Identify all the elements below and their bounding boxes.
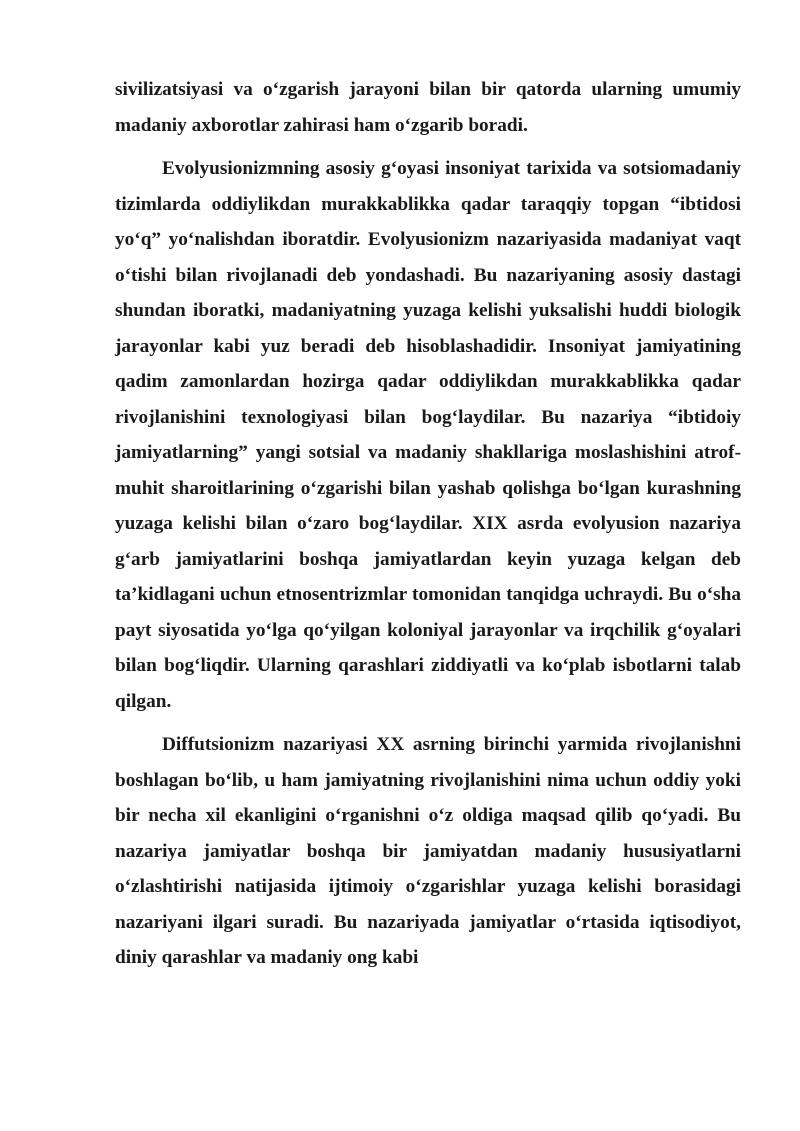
- document-page: [115, 72, 741, 984]
- paragraph-evolyusionizm: Evolyusionizmning asosiy g‘oyasi insoniyat tarixida va sotsiomadaniy tizimlarda oddiylikdan murakkablikka qadar taraqqiy topgan “ibtidosi yo‘q” yo‘nalishdan iboratdir. Evolyusionizm nazariyasida madaniyat vaqt o‘tishi bilan rivojlanadi deb yondashadi. Bu nazariyaning asosiy dastagi shundan iboratki, madaniyatning yuzaga kelishi yuksalishi huddi biologik jarayonlar kabi yuz beradi deb hisoblashadidir. Insoniyat jamiyatining qadim zamonlardan hozirga qadar oddiylikdan murakkablikka qadar rivojlanishini texnologiyasi bilan bog‘laydilar. Bu nazariya “ibtidoiy jamiyatlarning” yangi sotsial va madaniy shakllariga moslashishini atrof-muhit sharoitlarining o‘zgarishi bilan yashab qolishga bo‘lgan kurashning yuzaga kelishi bilan o‘zaro bog‘laydilar. XIX asrda evolyusion nazariya g‘arb jamiyatlarini boshqa jamiyatlardan keyin yuzaga kelgan deb ta’kidlagani uchun etnosentrizmlar tomonidan tanqidga uchraydi. Bu o‘sha payt siyosatida yo‘lga qo‘yilgan koloniyal jarayonlar va irqchilik g‘oyalari bilan bog‘liqdir. Ularning qarashlari ziddiyatli va ko‘plab isbotlarni talab qilgan.: [115, 158, 741, 712]
- paragraph-continuation: sivilizatsiyasi va o‘zgarish jarayoni bilan bir qatorda ularning umumiy madaniy axborotlar zahirasi ham o‘zgarib boradi.: [115, 79, 741, 136]
- paragraph-diffutsionizm: Diffutsionizm nazariyasi XX asrning birinchi yarmida rivojlanishni boshlagan bo‘lib, u ham jamiyatning rivojlanishini nima uchun oddiy yoki bir necha xil ekanligini o‘rganishni o‘z oldiga maqsad qilib qo‘yadi. Bu nazariya jamiyatlar boshqa bir jamiyatdan madaniy hususiyatlarni o‘zlashtirishi natijasida ijtimoiy o‘zgarishlar yuzaga kelishi borasidagi nazariyani ilgari suradi. Bu nazariyada jamiyatlar o‘rtasida iqtisodiyot, diniy qarashlar va madaniy ong kabi: [115, 734, 741, 968]
